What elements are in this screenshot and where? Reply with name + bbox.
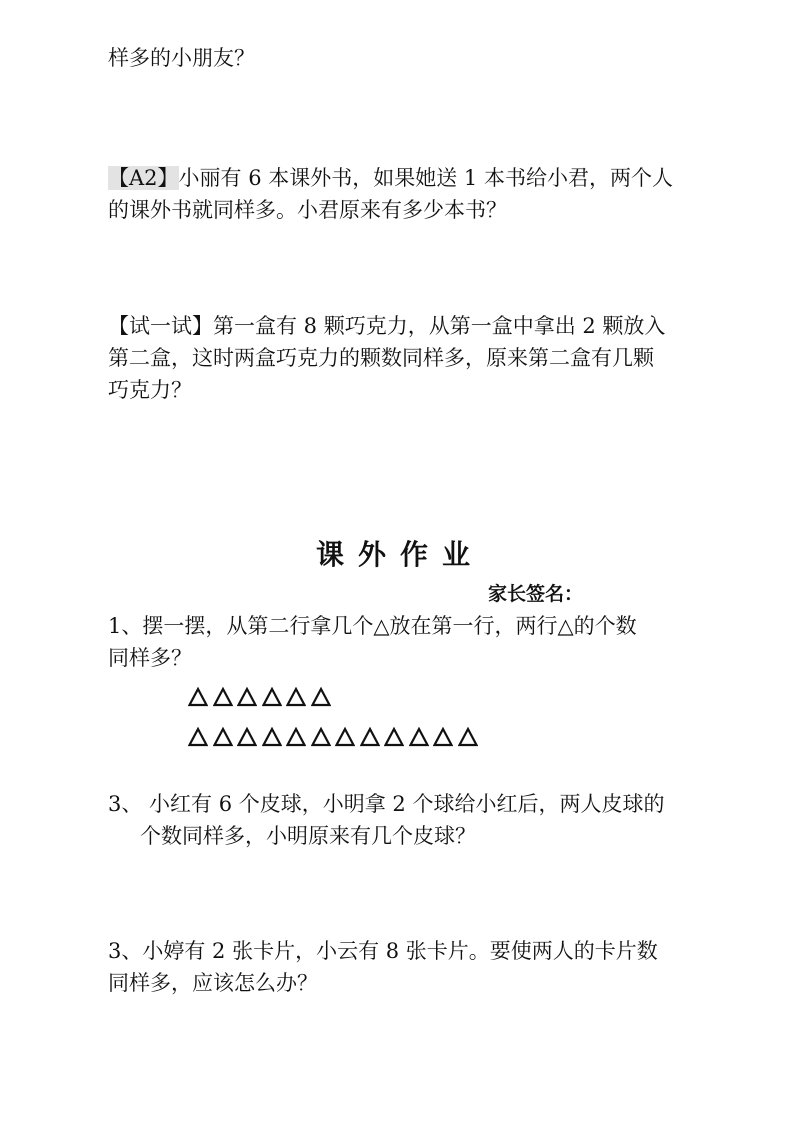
homework-title: 课外作业 [315,538,484,571]
problem-a2-text-1: 小丽有 6 本课外书，如果她送 1 本书给小君，两个人 [178,166,673,190]
triangle-icon [213,687,233,707]
q3-line-1: 3、小婷有 2 张卡片，小云有 8 张卡片。要使两人的卡片数 [108,939,658,963]
q1-line-1: 1、摆一摆，从第二行拿几个△放在第一行，两行△的个数 [108,614,637,638]
top-fragment-text: 样多的小朋友？ [108,46,255,70]
triangle-row-2 [188,723,482,747]
triangle-icon [384,727,404,747]
triangle-icon [286,727,306,747]
triangle-icon [409,727,429,747]
q2-line-2: 个数同样多，小明原来有几个皮球？ [140,824,476,848]
triangle-icon [433,727,453,747]
triangle-icon [188,727,208,747]
triangle-icon [237,727,257,747]
q3-line-2: 同样多，应该怎么办？ [108,971,318,995]
try-it-line-3: 巧克力？ [108,378,192,402]
triangle-icon [262,727,282,747]
triangle-icon [335,727,355,747]
triangle-icon [213,727,233,747]
q1-line-2: 同样多？ [108,646,192,670]
problem-a2-line-1 [108,162,673,194]
triangle-icon [360,727,380,747]
triangle-icon [311,687,331,707]
triangle-icon [237,687,257,707]
problem-a2-label: 【A2】 [108,166,179,190]
triangle-icon [262,687,282,707]
triangle-row-1 [188,683,335,707]
parent-signature-label: 家长签名： [488,583,584,605]
q2-line-1: 3、 小红有 6 个皮球，小明拿 2 个球给小红后，两人皮球的 [108,792,665,816]
triangle-icon [188,687,208,707]
try-it-line-1: 【试一试】第一盒有 8 颗巧克力，从第一盒中拿出 2 颗放入 [108,314,666,338]
triangle-icon [286,687,306,707]
triangle-icon [311,727,331,747]
triangle-icon [458,727,478,747]
try-it-line-2: 第二盒，这时两盒巧克力的颗数同样多，原来第二盒有几颗 [108,346,654,370]
problem-a2-line-2: 的课外书就同样多。小君原来有多少本书？ [108,198,507,222]
